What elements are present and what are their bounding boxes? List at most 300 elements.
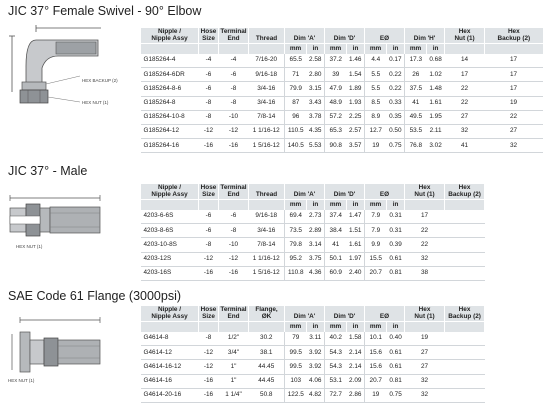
table-cell: 1.02 xyxy=(427,68,445,82)
header-flange: Flange, ØK xyxy=(249,306,285,322)
header-terminal-end: Terminal End xyxy=(220,28,247,42)
unit-cell: mm xyxy=(325,200,347,211)
hex-backup-label: HEX BACKUP (2) xyxy=(82,78,118,83)
table-cell xyxy=(445,224,485,238)
part-number-cell: 4203-10-8S xyxy=(141,238,199,252)
flange-fitting-diagram xyxy=(6,314,104,404)
table-cell: 19 xyxy=(485,96,543,110)
table-cell: 20.7 xyxy=(365,374,387,388)
table-cell xyxy=(445,360,485,374)
table-cell: -8 xyxy=(199,332,219,346)
unit-cell: in xyxy=(347,44,365,55)
table-cell: 32 xyxy=(445,124,485,138)
table-cell: 0.68 xyxy=(427,54,445,68)
table-cell: 0.31 xyxy=(387,224,405,238)
table-cell: 15.6 xyxy=(365,346,387,360)
table-cell: 4.06 xyxy=(307,374,325,388)
part-number-cell: G4614-16-12 xyxy=(141,360,199,374)
table-row xyxy=(141,266,552,280)
table-cell: 32 xyxy=(405,252,445,266)
table-cell: 3.43 xyxy=(307,96,325,110)
table-cell xyxy=(445,388,485,402)
table-cell: 27 xyxy=(445,110,485,124)
table-cell: 54.3 xyxy=(325,346,347,360)
part-number-cell: G185264-4 xyxy=(141,54,199,68)
table-cell: 110.8 xyxy=(285,266,307,280)
table-cell: 5.53 xyxy=(307,139,325,153)
table-cell: -6 xyxy=(219,210,249,224)
header-dim-d: Dim 'D' xyxy=(325,306,365,322)
table-cell: 14 xyxy=(445,54,485,68)
unit-spacer xyxy=(445,44,485,55)
unit-spacer xyxy=(219,44,249,55)
table-cell: 50.1 xyxy=(325,252,347,266)
table-cell: 1 1/4" xyxy=(219,388,249,402)
unit-spacer xyxy=(445,322,485,333)
table-cell: 7/16-20 xyxy=(249,54,285,68)
table-row xyxy=(141,124,543,138)
table-cell: 37.2 xyxy=(325,54,347,68)
unit-cell: in xyxy=(427,44,445,55)
male-fitting-diagram xyxy=(6,190,104,260)
header-nipple: Nipple / Nipple Assy xyxy=(141,28,199,44)
table-row xyxy=(141,210,552,224)
table-row xyxy=(141,54,543,68)
header-nipple: Nipple / Nipple Assy xyxy=(141,184,199,200)
table-cell: -6 xyxy=(199,210,219,224)
table-cell: 41 xyxy=(405,96,427,110)
table-cell: 0.33 xyxy=(387,96,405,110)
table-cell: -8 xyxy=(199,110,219,124)
table-cell: 15.6 xyxy=(365,360,387,374)
unit-spacer xyxy=(141,200,199,211)
table-cell: 19 xyxy=(405,332,445,346)
table-cell: 3.92 xyxy=(307,346,325,360)
table-cell: 3.14 xyxy=(307,238,325,252)
table-cell: 2.14 xyxy=(347,346,365,360)
table-cell: 32 xyxy=(405,388,445,402)
table-cell: 60.9 xyxy=(325,266,347,280)
table-cell: -12 xyxy=(219,124,249,138)
table-cell: 96 xyxy=(285,110,307,124)
table-cell: -4 xyxy=(219,54,249,68)
table-cell: 65.3 xyxy=(325,124,347,138)
table-cell: -16 xyxy=(199,388,219,402)
table-row xyxy=(141,252,552,266)
table-cell: 2.57 xyxy=(347,124,365,138)
table-cell: 0.75 xyxy=(387,139,405,153)
table-cell: 30.2 xyxy=(249,332,285,346)
table-cell: 3.11 xyxy=(307,332,325,346)
table-cell: 20.7 xyxy=(365,266,387,280)
unit-cell: in xyxy=(387,200,405,211)
table-cell: 110.5 xyxy=(285,124,307,138)
elbow-table-body xyxy=(141,54,543,153)
header-dim-a: Dim 'A' xyxy=(285,306,325,322)
table-cell: 22 xyxy=(405,238,445,252)
header-hex-nut: Hex Nut (1) xyxy=(405,184,445,200)
header-blank xyxy=(485,184,552,200)
table-cell: 1" xyxy=(219,360,249,374)
table-row xyxy=(141,374,552,388)
unit-spacer xyxy=(199,322,219,333)
table-cell: 22 xyxy=(445,82,485,96)
table-cell: 71 xyxy=(285,68,307,82)
table-cell: 40.2 xyxy=(325,332,347,346)
table-cell: 103 xyxy=(285,374,307,388)
table-cell: 22 xyxy=(485,110,543,124)
table-row xyxy=(141,110,543,124)
blank-cell xyxy=(485,266,552,280)
header-terminal-end: Terminal End xyxy=(220,184,247,198)
unit-cell: mm xyxy=(365,322,387,333)
table-cell xyxy=(445,346,485,360)
table-cell: 1.47 xyxy=(347,210,365,224)
unit-spacer xyxy=(405,322,445,333)
part-number-cell: G185264-12 xyxy=(141,124,199,138)
unit-spacer xyxy=(485,44,543,55)
part-number-cell: G185264-10-8 xyxy=(141,110,199,124)
table-cell: 10.1 xyxy=(365,332,387,346)
header-hex-backup: Hex Backup (2) xyxy=(445,306,485,322)
table-cell: 1.97 xyxy=(347,252,365,266)
table-cell: 3.92 xyxy=(307,360,325,374)
table-row xyxy=(141,139,543,153)
table-cell: -6 xyxy=(199,82,219,96)
elbow-spec-table xyxy=(140,28,543,153)
blank-cell xyxy=(485,252,552,266)
blank-cell xyxy=(485,360,552,374)
table-cell: 2.89 xyxy=(307,224,325,238)
table-cell: 65.5 xyxy=(285,54,307,68)
table-cell: 3.15 xyxy=(307,82,325,96)
table-cell: 2.80 xyxy=(307,68,325,82)
unit-cell: mm xyxy=(325,44,347,55)
flange-spec-table xyxy=(140,306,552,403)
section-title-flange: SAE Code 61 Flange (3000psi) xyxy=(8,289,182,303)
header-hex-backup: Hex Backup (2) xyxy=(485,28,543,44)
unit-cell: in xyxy=(387,44,405,55)
table-cell: 8.9 xyxy=(365,110,387,124)
part-number-cell: G185264-6DR xyxy=(141,68,199,82)
part-number-cell: 4203-6-6S xyxy=(141,210,199,224)
table-cell: 2.25 xyxy=(347,110,365,124)
table-cell: 0.35 xyxy=(387,110,405,124)
table-cell: 17 xyxy=(485,54,543,68)
table-cell: 1.61 xyxy=(347,238,365,252)
table-cell: 38.1 xyxy=(249,346,285,360)
table-cell: 87 xyxy=(285,96,307,110)
table-cell: 79 xyxy=(285,332,307,346)
unit-spacer xyxy=(219,322,249,333)
table-cell: 41 xyxy=(325,238,347,252)
part-number-cell: 4203-16S xyxy=(141,266,199,280)
table-cell: 140.5 xyxy=(285,139,307,153)
table-cell: -8 xyxy=(199,96,219,110)
part-number-cell: 4203-8-6S xyxy=(141,224,199,238)
table-cell: 2.14 xyxy=(347,360,365,374)
header-hose-size: Hose Size xyxy=(199,184,219,200)
table-cell: -8 xyxy=(219,96,249,110)
table-row xyxy=(141,388,552,402)
table-cell: -12 xyxy=(199,124,219,138)
header-hex-backup: Hex Backup (2) xyxy=(445,184,485,200)
part-number-cell: G185264-16 xyxy=(141,139,199,153)
table-cell: 76.8 xyxy=(405,139,427,153)
part-number-cell: G4614-12 xyxy=(141,346,199,360)
table-cell: 53.1 xyxy=(325,374,347,388)
table-cell: 15.5 xyxy=(365,252,387,266)
table-cell: 1 1/16-12 xyxy=(249,252,285,266)
table-cell: 2.58 xyxy=(307,54,325,68)
unit-cell: in xyxy=(307,322,325,333)
table-cell: 7/8-14 xyxy=(249,110,285,124)
table-cell: 5.5 xyxy=(365,68,387,82)
table-cell: 1.46 xyxy=(347,54,365,68)
table-cell: 0.81 xyxy=(387,374,405,388)
table-cell: 0.81 xyxy=(387,266,405,280)
blank-cell xyxy=(485,238,552,252)
header-hose-size: Hose Size xyxy=(199,306,219,322)
table-cell: 53.5 xyxy=(405,124,427,138)
unit-spacer xyxy=(141,322,199,333)
table-cell: 1.93 xyxy=(347,96,365,110)
table-cell: 79.9 xyxy=(285,82,307,96)
unit-spacer xyxy=(141,44,199,55)
table-cell: 9/16-18 xyxy=(249,210,285,224)
unit-cell: mm xyxy=(365,200,387,211)
table-cell: 79.8 xyxy=(285,238,307,252)
table-cell: 9.9 xyxy=(365,238,387,252)
table-cell: 41 xyxy=(445,139,485,153)
table-cell: -6 xyxy=(199,224,219,238)
table-cell: 26 xyxy=(405,68,427,82)
table-cell: -10 xyxy=(219,238,249,252)
table-cell: 7.9 xyxy=(365,210,387,224)
header-e-dia: EØ xyxy=(365,28,405,44)
unit-cell: in xyxy=(307,44,325,55)
header-nipple: Nipple / Nipple Assy xyxy=(141,306,199,322)
table-cell: 1.95 xyxy=(427,110,445,124)
header-thread: Thread xyxy=(249,28,285,44)
table-cell: 47.9 xyxy=(325,82,347,96)
table-cell: -12 xyxy=(199,346,219,360)
unit-cell: mm xyxy=(325,322,347,333)
table-cell: 90.8 xyxy=(325,139,347,153)
part-number-cell: G4614-20-16 xyxy=(141,388,199,402)
table-cell: 27 xyxy=(405,346,445,360)
table-cell: 48.9 xyxy=(325,96,347,110)
table-row xyxy=(141,224,552,238)
unit-cell: mm xyxy=(405,44,427,55)
table-cell: -12 xyxy=(199,360,219,374)
unit-cell: in xyxy=(307,200,325,211)
unit-spacer xyxy=(405,200,445,211)
table-cell xyxy=(445,252,485,266)
table-row xyxy=(141,82,543,96)
table-cell: -6 xyxy=(219,68,249,82)
header-dim-h: Dim 'H' xyxy=(405,28,445,44)
table-cell: -8 xyxy=(199,238,219,252)
table-cell: 0.61 xyxy=(387,252,405,266)
table-cell: 1.89 xyxy=(347,82,365,96)
table-cell: -8 xyxy=(219,224,249,238)
unit-spacer xyxy=(249,44,285,55)
unit-spacer xyxy=(249,200,285,211)
table-cell: -16 xyxy=(219,139,249,153)
table-cell: 22 xyxy=(405,224,445,238)
table-cell xyxy=(445,210,485,224)
table-cell: 1.58 xyxy=(347,332,365,346)
table-cell: -8 xyxy=(219,82,249,96)
table-row xyxy=(141,360,552,374)
table-cell: -16 xyxy=(199,266,219,280)
header-e-dia: EØ xyxy=(365,184,405,200)
unit-spacer xyxy=(485,200,552,211)
table-cell: 122.5 xyxy=(285,388,307,402)
table-row xyxy=(141,332,552,346)
table-cell: 3.75 xyxy=(307,252,325,266)
table-cell: 99.5 xyxy=(285,360,307,374)
unit-cell: in xyxy=(347,200,365,211)
table-cell: 1" xyxy=(219,374,249,388)
header-e-dia: EØ xyxy=(365,306,405,322)
table-cell: 19 xyxy=(365,388,387,402)
table-cell: 0.22 xyxy=(387,68,405,82)
table-cell: 99.5 xyxy=(285,346,307,360)
table-cell: 32 xyxy=(485,139,543,153)
table-cell: 44.45 xyxy=(249,360,285,374)
table-cell: 38 xyxy=(405,266,445,280)
table-cell: 1.51 xyxy=(347,224,365,238)
table-cell: 0.61 xyxy=(387,346,405,360)
table-cell: 4.35 xyxy=(307,124,325,138)
hex-nut-label: HEX NUT (1) xyxy=(82,100,109,105)
table-cell: -6 xyxy=(199,68,219,82)
unit-cell: mm xyxy=(365,44,387,55)
header-hose-size: Hose Size xyxy=(199,28,219,44)
part-number-cell: G4614-8 xyxy=(141,332,199,346)
table-cell: 19 xyxy=(365,139,387,153)
unit-spacer xyxy=(445,200,485,211)
table-cell: 1 5/16-12 xyxy=(249,266,285,280)
table-cell: 22 xyxy=(445,96,485,110)
header-dim-a: Dim 'A' xyxy=(285,184,325,200)
table-cell: 95.2 xyxy=(285,252,307,266)
table-row xyxy=(141,96,543,110)
table-cell xyxy=(445,374,485,388)
hex-nut-label: HEX NUT (1) xyxy=(16,244,43,249)
male-table-body xyxy=(141,210,552,280)
table-cell xyxy=(445,266,485,280)
unit-cell: in xyxy=(387,322,405,333)
part-number-cell: G185264-8 xyxy=(141,96,199,110)
table-cell: 4.82 xyxy=(307,388,325,402)
table-cell: 0.39 xyxy=(387,238,405,252)
table-cell: 37.5 xyxy=(405,82,427,96)
table-cell: 0.17 xyxy=(387,54,405,68)
table-cell: 69.4 xyxy=(285,210,307,224)
table-cell: 1.48 xyxy=(427,82,445,96)
table-cell: 12.7 xyxy=(365,124,387,138)
header-dim-a: Dim 'A' xyxy=(285,28,325,44)
blank-cell xyxy=(485,346,552,360)
header-dim-d: Dim 'D' xyxy=(325,28,365,44)
table-cell: -12 xyxy=(219,252,249,266)
unit-cell: in xyxy=(347,322,365,333)
table-cell: 7/8-14 xyxy=(249,238,285,252)
unit-spacer xyxy=(485,322,552,333)
table-cell: 3.57 xyxy=(347,139,365,153)
table-cell: 4.36 xyxy=(307,266,325,280)
table-cell: 2.86 xyxy=(347,388,365,402)
header-blank xyxy=(485,306,552,322)
table-cell: 17 xyxy=(405,210,445,224)
table-cell: 2.09 xyxy=(347,374,365,388)
unit-cell: mm xyxy=(285,322,307,333)
flange-table-body xyxy=(141,332,552,402)
elbow-fitting-diagram xyxy=(6,22,118,122)
table-cell: 38.4 xyxy=(325,224,347,238)
table-cell: 5.5 xyxy=(365,82,387,96)
table-cell: -16 xyxy=(199,374,219,388)
table-cell: 3/4-16 xyxy=(249,224,285,238)
table-cell: 3.78 xyxy=(307,110,325,124)
unit-spacer xyxy=(249,322,285,333)
table-cell: 2.73 xyxy=(307,210,325,224)
header-thread: Thread xyxy=(249,184,285,200)
table-cell: 54.3 xyxy=(325,360,347,374)
table-cell: 57.2 xyxy=(325,110,347,124)
header-dim-d: Dim 'D' xyxy=(325,184,365,200)
table-cell: 2.40 xyxy=(347,266,365,280)
table-cell: 0.22 xyxy=(387,82,405,96)
table-row xyxy=(141,68,543,82)
unit-spacer xyxy=(199,44,219,55)
table-row xyxy=(141,346,552,360)
part-number-cell: G4614-16 xyxy=(141,374,199,388)
table-cell xyxy=(445,332,485,346)
table-cell: 2.11 xyxy=(427,124,445,138)
table-cell: 1.54 xyxy=(347,68,365,82)
header-hex-nut: Hex Nut (1) xyxy=(405,306,445,322)
part-number-cell: 4203-12S xyxy=(141,252,199,266)
unit-cell: mm xyxy=(285,44,307,55)
header-hex-nut: Hex Nut (1) xyxy=(445,28,485,44)
table-cell: -10 xyxy=(219,110,249,124)
table-cell: 50.8 xyxy=(249,388,285,402)
table-cell: 3/4" xyxy=(219,346,249,360)
hex-nut-label: HEX NUT (1) xyxy=(8,378,35,383)
table-cell: 49.5 xyxy=(405,110,427,124)
table-cell: 73.5 xyxy=(285,224,307,238)
table-cell: 0.75 xyxy=(387,388,405,402)
table-cell: 0.40 xyxy=(387,332,405,346)
table-row xyxy=(141,238,552,252)
blank-cell xyxy=(485,332,552,346)
table-cell: -16 xyxy=(219,266,249,280)
table-cell: 17.3 xyxy=(405,54,427,68)
table-cell: 1 5/16-12 xyxy=(249,139,285,153)
table-cell: 9/16-18 xyxy=(249,68,285,82)
table-cell: 17 xyxy=(485,82,543,96)
table-cell: 17 xyxy=(485,68,543,82)
table-cell: 3/4-16 xyxy=(249,82,285,96)
table-cell: 1.61 xyxy=(427,96,445,110)
table-cell: -16 xyxy=(199,139,219,153)
unit-spacer xyxy=(199,200,219,211)
table-cell: 3/4-16 xyxy=(249,96,285,110)
